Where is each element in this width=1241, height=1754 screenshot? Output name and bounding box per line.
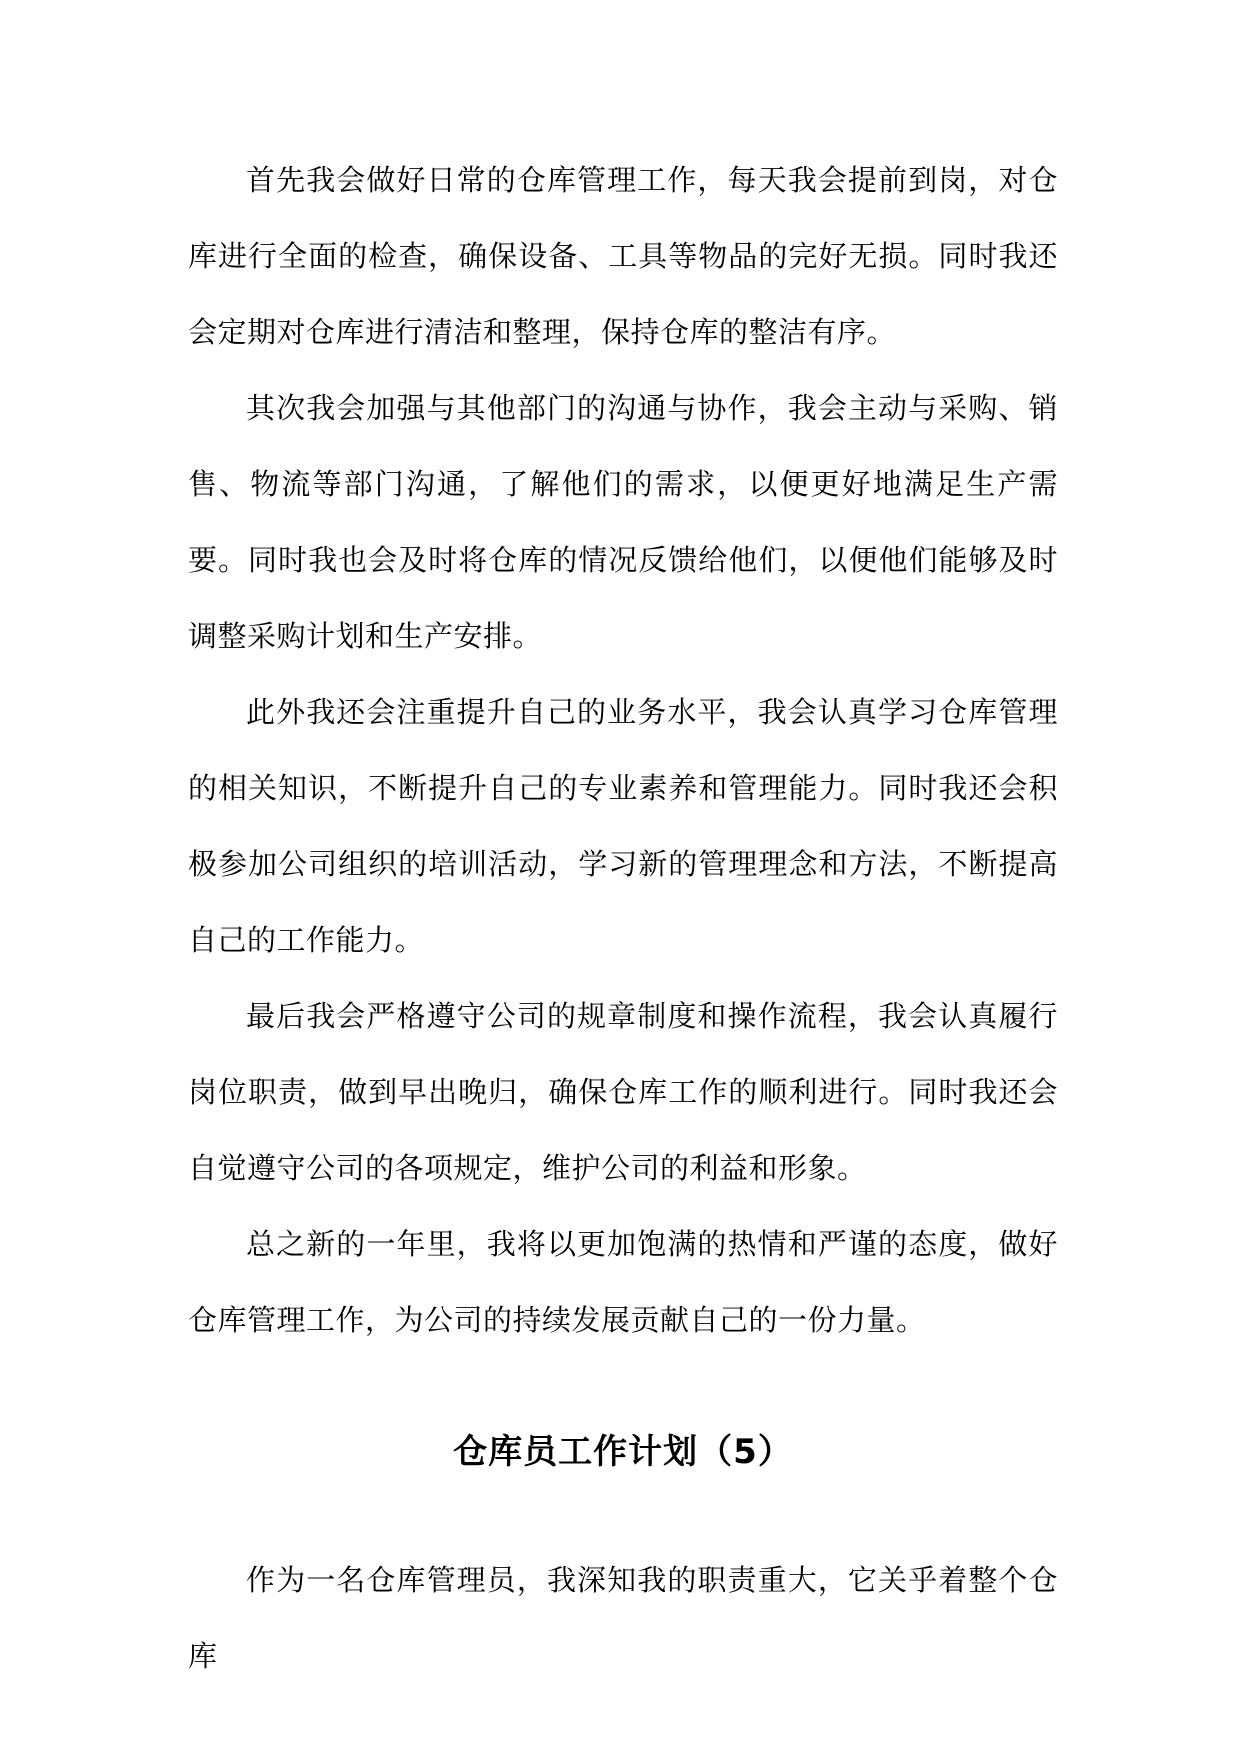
paragraph: 首先我会做好日常的仓库管理工作，每天我会提前到岗，对仓库进行全面的检查，确保设备、工具等物品的完好无损。同时我还会定期对仓库进行清洁和整理，保持仓库的整洁有序。 [188, 163, 1058, 349]
paragraph: 此外我还会注重提升自己的业务水平，我会认真学习仓库管理的相关知识，不断提升自己的专业素养和管理能力。同时我还会积极参加公司组织的培训活动，学习新的管理理念和方法，不断提高自己的工作能力。 [188, 695, 1058, 957]
paragraph: 其次我会加强与其他部门的沟通与协作，我会主动与采购、销售、物流等部门沟通，了解他们的需求，以便更好地满足生产需要。同时我也会及时将仓库的情况反馈给他们，以便他们能够及时调整采购计划和生产安排。 [188, 391, 1058, 653]
section-heading: 仓库员工作计划（5） [453, 1432, 793, 1472]
document-body [188, 142, 1058, 1694]
paragraph: 作为一名仓库管理员，我深知我的职责重大，它关乎着整个仓库 [188, 1563, 1058, 1673]
paragraph: 最后我会严格遵守公司的规章制度和操作流程，我会认真履行岗位职责，做到早出晚归，确保仓库工作的顺利进行。同时我还会自觉遵守公司的各项规定，维护公司的利益和形象。 [188, 999, 1058, 1185]
paragraph: 总之新的一年里，我将以更加饱满的热情和严谨的态度，做好仓库管理工作，为公司的持续发展贡献自己的一份力量。 [188, 1227, 1058, 1337]
